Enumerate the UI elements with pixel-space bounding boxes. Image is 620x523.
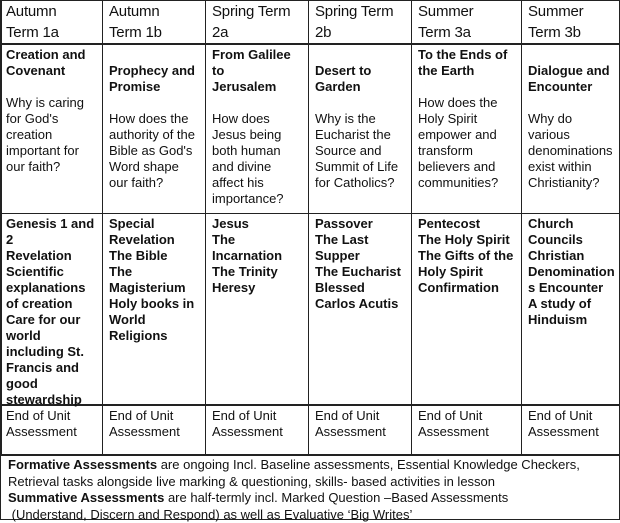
unit-cell xyxy=(522,45,620,214)
unit-question: How does Jesus being both human and divine affect his importance? xyxy=(212,111,302,207)
formative-text: are ongoing Incl. Baseline assessments, Essential Knowledge Checkers, Retrieval tasks alongside live marking & questioning, skills- based activities in lesson xyxy=(8,457,580,489)
end-of-unit-assessment: End of Unit Assessment xyxy=(0,406,103,455)
term-header: Spring Term 2b xyxy=(309,0,412,45)
term-header: Autumn Term 1b xyxy=(103,0,206,45)
unit-question: Why is the Eucharist the Source and Summit of Life for Catholics? xyxy=(315,111,405,191)
unit-title: Dialogue and Encounter xyxy=(528,63,613,95)
unit-cell xyxy=(309,45,412,214)
unit-cell xyxy=(412,45,522,214)
end-of-unit-assessment: End of Unit Assessment xyxy=(412,406,522,455)
unit-topics: Special Revelation The Bible The Magisterium Holy books in World Religions xyxy=(103,214,206,406)
unit-topics: Genesis 1 and 2 Revelation Scientific explanations of creation Care for our world including St. Francis and good stewardship xyxy=(0,214,103,406)
summative-text: are half-termly incl. Marked Question –Based Assessments xyxy=(164,490,508,505)
term-header: Summer Term 3a xyxy=(412,0,522,45)
unit-question: How does the authority of the Bible as God's Word shape our faith? xyxy=(109,111,199,191)
unit-question: Why do various denominations exist within Christianity? xyxy=(528,111,613,191)
unit-question: Why is caring for God's creation important for our faith? xyxy=(6,95,96,175)
unit-cell xyxy=(0,45,103,214)
unit-topics: Church Councils Christian Denomination s Encounter A study of Hinduism xyxy=(522,214,620,406)
unit-title: Prophecy and Promise xyxy=(109,63,199,95)
summative-text-2: (Understand, Discern and Respond) as well as Evaluative ‘Big Writes’ xyxy=(8,507,612,523)
end-of-unit-assessment: End of Unit Assessment xyxy=(103,406,206,455)
formative-label: Formative Assessments xyxy=(8,457,157,472)
unit-title: From Galilee to Jerusalem xyxy=(212,47,302,95)
unit-cell xyxy=(206,45,309,214)
formative-note xyxy=(8,457,612,490)
unit-title: Creation and Covenant xyxy=(6,47,96,79)
end-of-unit-assessment: End of Unit Assessment xyxy=(522,406,620,455)
summative-note xyxy=(8,490,612,507)
term-header: Autumn Term 1a xyxy=(0,0,103,45)
summative-label: Summative Assessments xyxy=(8,490,164,505)
assessment-footer xyxy=(0,454,620,520)
term-header: Spring Term 2a xyxy=(206,0,309,45)
unit-title: To the Ends of the Earth xyxy=(418,47,515,79)
term-header: Summer Term 3b xyxy=(522,0,620,45)
end-of-unit-assessment: End of Unit Assessment xyxy=(206,406,309,455)
unit-cell xyxy=(103,45,206,214)
unit-topics: Passover The Last Supper The Eucharist Blessed Carlos Acutis xyxy=(309,214,412,406)
unit-topics: Pentecost The Holy Spirit The Gifts of the Holy Spirit Confirmation xyxy=(412,214,522,406)
unit-topics: Jesus The Incarnation The Trinity Heresy xyxy=(206,214,309,406)
unit-question: How does the Holy Spirit empower and transform believers and communities? xyxy=(418,95,515,191)
end-of-unit-assessment: End of Unit Assessment xyxy=(309,406,412,455)
unit-title: Desert to Garden xyxy=(315,63,405,95)
